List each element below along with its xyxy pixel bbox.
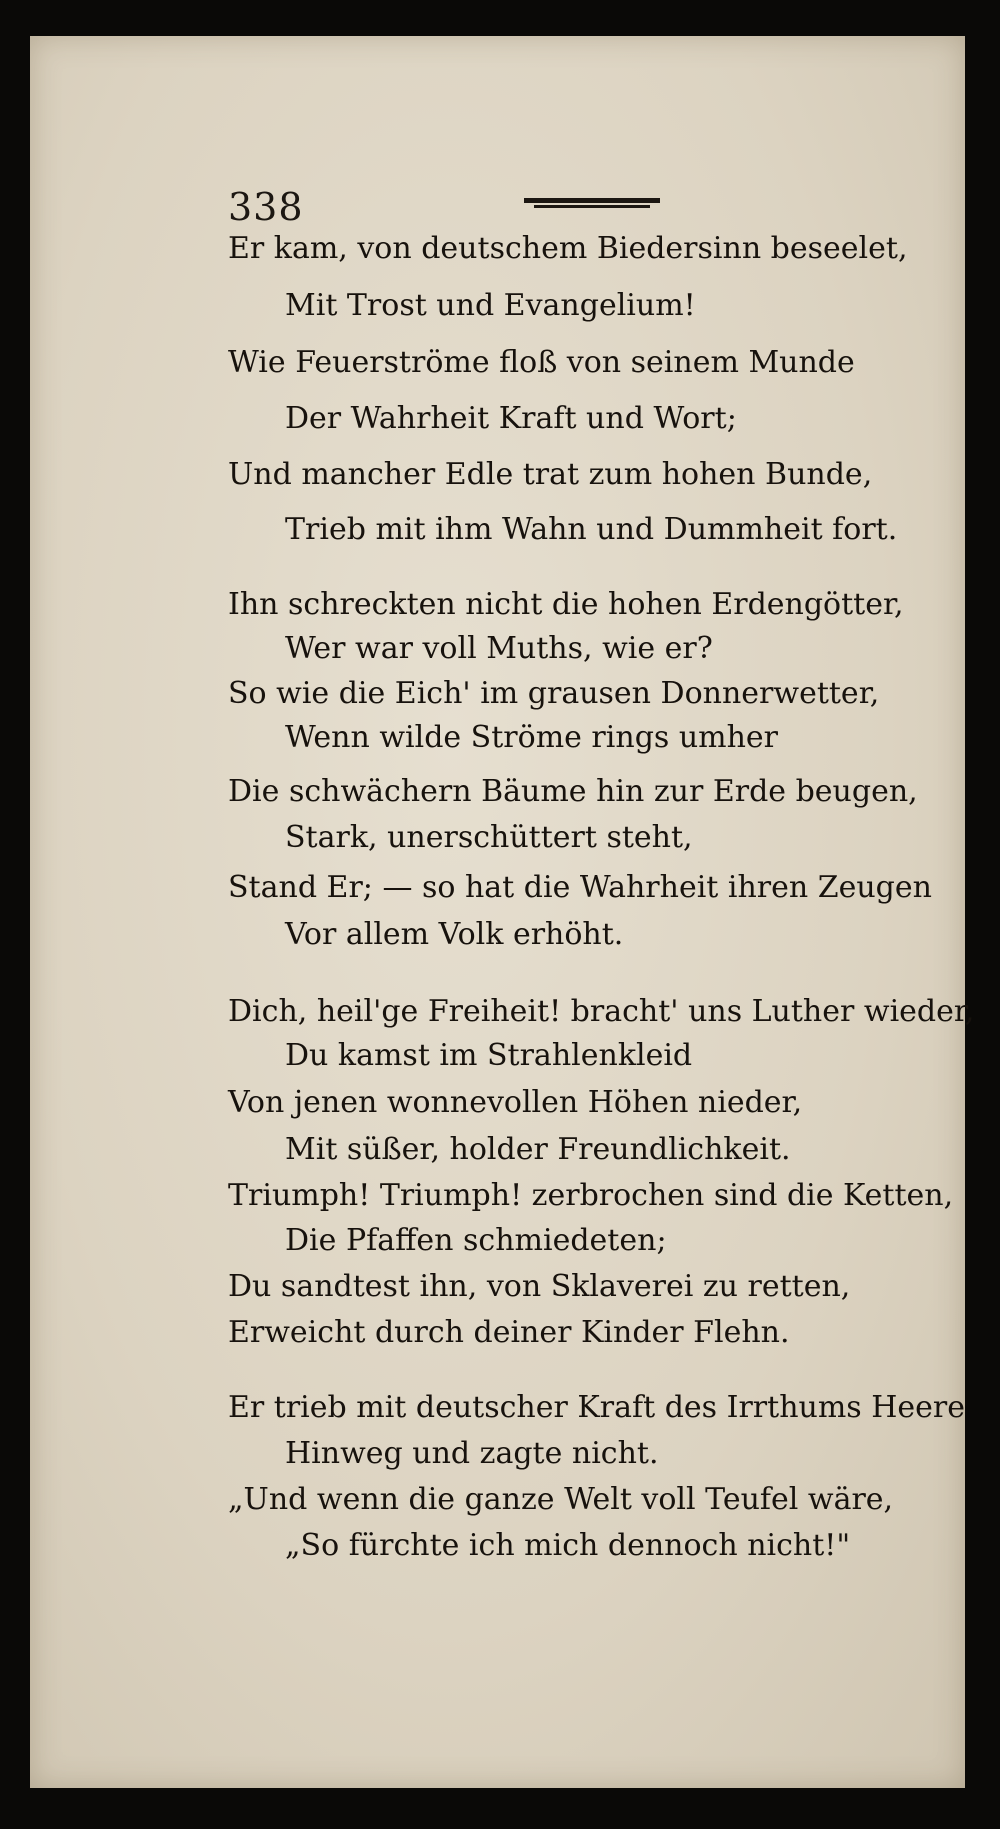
verse-line: Triumph! Triumph! zerbrochen sind die Ketten,	[228, 1178, 954, 1213]
header-ornament	[524, 198, 660, 209]
verse-line: Und mancher Edle trat zum hohen Bunde,	[228, 457, 873, 492]
verse-line: Er trieb mit deutscher Kraft des Irrthums Heere	[228, 1390, 965, 1425]
verse-line: „So fürchte ich mich dennoch nicht!"	[285, 1528, 851, 1563]
verse-line: Ihn schreckten nicht die hohen Erdengötter,	[228, 587, 904, 622]
verse-line: Erweicht durch deiner Kinder Flehn.	[228, 1315, 790, 1350]
verse-line: Mit süßer, holder Freundlichkeit.	[285, 1132, 791, 1167]
verse-line: So wie die Eich' im grausen Donnerwetter,	[228, 676, 880, 711]
verse-line: Mit Trost und Evangelium!	[285, 288, 696, 323]
verse-line: Er kam, von deutschem Biedersinn beseelet,	[228, 231, 908, 266]
verse-line: Wer war voll Muths, wie er?	[285, 631, 713, 666]
verse-line: Die schwächern Bäume hin zur Erde beugen,	[228, 774, 918, 809]
verse-line: Trieb mit ihm Wahn und Dummheit fort.	[285, 512, 898, 547]
verse-line: Von jenen wonnevollen Höhen nieder,	[228, 1085, 803, 1120]
verse-line: Du sandtest ihn, von Sklaverei zu retten,	[228, 1269, 851, 1304]
verse-line: Du kamst im Strahlenkleid	[285, 1038, 693, 1073]
verse-line: Dich, heil'ge Freiheit! bracht' uns Luther wieder,	[228, 994, 975, 1029]
verse-line: Der Wahrheit Kraft und Wort;	[285, 401, 737, 436]
page-number: 338	[228, 185, 304, 229]
verse-line: Vor allem Volk erhöht.	[285, 917, 624, 952]
verse-line: Die Pfaffen schmiedeten;	[285, 1223, 667, 1258]
verse-line: Hinweg und zagte nicht.	[285, 1436, 659, 1471]
book-page	[30, 36, 975, 1788]
verse-line: Wie Feuerströme floß von seinem Munde	[228, 345, 855, 380]
verse-line: Stand Er; — so hat die Wahrheit ihren Zeugen	[228, 870, 932, 905]
verse-line: Stark, unerschüttert steht,	[285, 820, 693, 855]
verse-line: Wenn wilde Ströme rings umher	[285, 720, 779, 755]
verse-line: „Und wenn die ganze Welt voll Teufel wäre,	[228, 1482, 894, 1517]
